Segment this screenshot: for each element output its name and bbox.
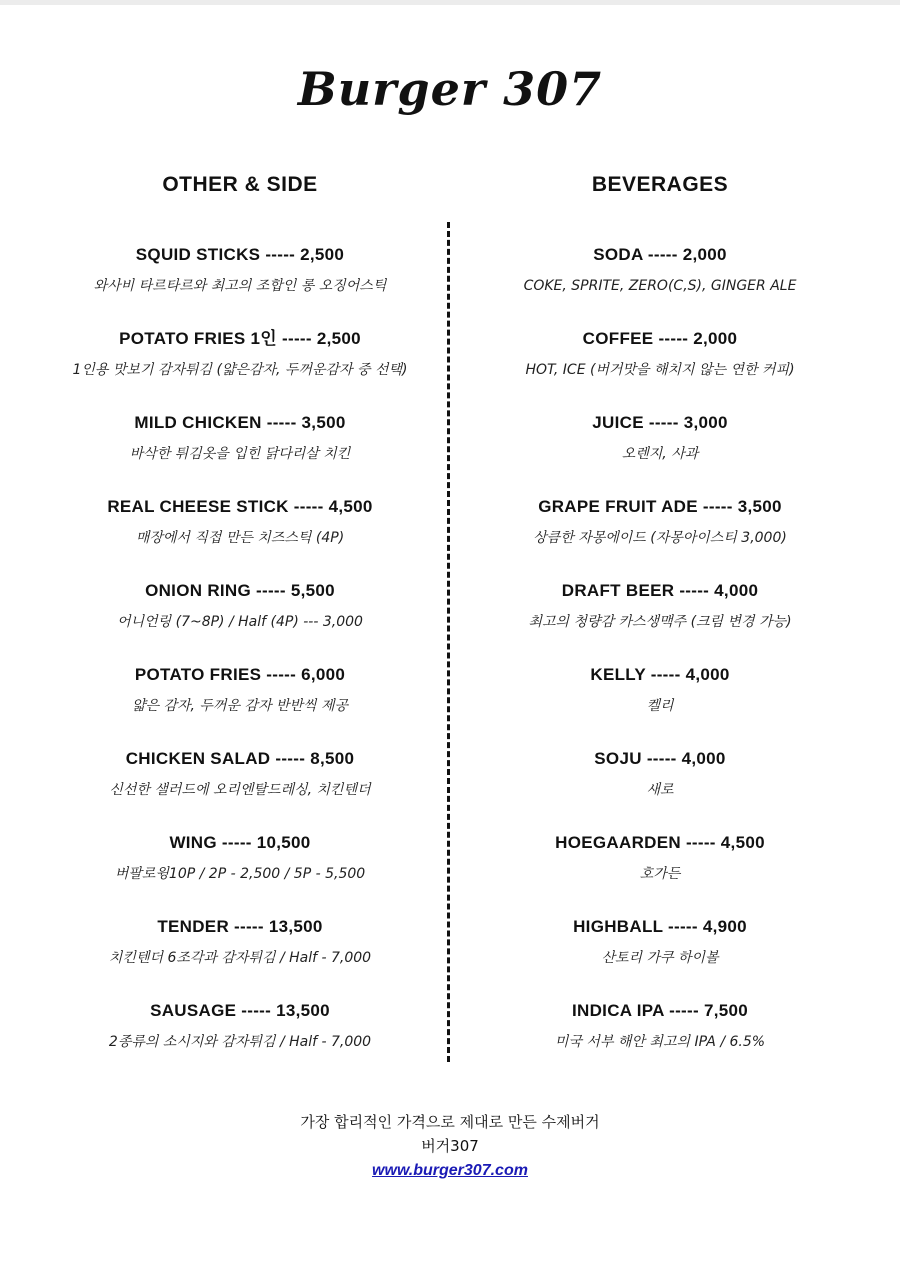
menu-item-squid-sticks	[30, 244, 450, 328]
item-name: POTATO FRIES ----- 6,000	[134, 665, 346, 684]
item-description: 오렌지, 사과	[621, 446, 699, 462]
footer-brand-name: 버거307	[421, 1137, 479, 1155]
beverages-column	[450, 170, 870, 1084]
item-description: COKE, SPRITE, ZERO(C,S), GINGER ALE	[523, 278, 797, 294]
item-description: 바삭한 튀김옷을 입힌 닭다리살 치킨	[129, 446, 351, 462]
menu-item-hoegaarden	[450, 832, 870, 916]
menu-item-draft-beer	[450, 580, 870, 664]
item-description: 버팔로윙10P / 2P - 2,500 / 5P - 5,500	[114, 866, 366, 882]
item-description: 호가든	[639, 866, 681, 882]
menu-item-tender	[30, 916, 450, 1000]
menu-item-kelly	[450, 664, 870, 748]
item-description: 켈리	[646, 698, 674, 714]
item-name: KELLY ----- 4,000	[590, 665, 730, 684]
item-description: 치킨텐더 6조각과 감자튀김 / Half - 7,000	[108, 950, 372, 966]
item-name: MILD CHICKEN ----- 3,500	[134, 413, 346, 432]
menu-item-potato-fries-single	[30, 328, 450, 412]
item-name: SQUID STICKS ----- 2,500	[135, 245, 345, 264]
menu-item-wing	[30, 832, 450, 916]
item-name: DRAFT BEER ----- 4,000	[561, 581, 759, 600]
other-side-column	[30, 170, 450, 1084]
item-description: 상큼한 자몽에이드 (자몽아이스티 3,000)	[533, 530, 787, 546]
item-name: HOEGAARDEN ----- 4,500	[555, 833, 765, 852]
item-name: JUICE ----- 3,000	[592, 413, 728, 432]
item-description: 신선한 샐러드에 오리엔탈드레싱, 치킨텐더	[109, 782, 371, 798]
item-description: 최고의 청량감 카스생맥주 (크림 변경 가능)	[528, 614, 792, 630]
item-description: 산토리 가쿠 하이볼	[601, 950, 719, 966]
item-name: ONION RING ----- 5,500	[145, 581, 335, 600]
menu-item-sausage	[30, 1000, 450, 1084]
footer	[0, 1110, 900, 1183]
other-side-heading: OTHER & SIDE	[162, 173, 318, 196]
menu-item-juice	[450, 412, 870, 496]
item-name: COFFEE ----- 2,000	[582, 329, 738, 348]
beverages-heading: BEVERAGES	[591, 173, 729, 196]
menu-item-soju	[450, 748, 870, 832]
item-description: 매장에서 직접 만든 치즈스틱 (4P)	[135, 530, 345, 546]
other-side-list	[30, 244, 450, 1084]
item-name: GRAPE FRUIT ADE ----- 3,500	[538, 497, 782, 516]
item-name: INDICA IPA ----- 7,500	[572, 1001, 748, 1020]
menu-item-coffee	[450, 328, 870, 412]
brand-logo: Burger 307	[297, 62, 603, 116]
menu-item-soda	[450, 244, 870, 328]
menu-item-chicken-salad	[30, 748, 450, 832]
item-name: HIGHBALL ----- 4,900	[573, 917, 747, 936]
menu-item-highball	[450, 916, 870, 1000]
item-description: HOT, ICE (버거맛을 해치지 않는 연한 커피)	[525, 362, 795, 378]
footer-tagline: 가장 합리적인 가격으로 제대로 만든 수제버거	[300, 1113, 600, 1131]
item-description: 얇은 감자, 두꺼운 감자 반반씩 제공	[131, 698, 349, 714]
item-description: 새로	[646, 782, 674, 798]
item-description: 미국 서부 해안 최고의 IPA / 6.5%	[554, 1034, 766, 1050]
item-name: POTATO FRIES 1인 ----- 2,500	[119, 329, 361, 348]
top-border	[0, 0, 900, 5]
menu-item-grape-fruit-ade	[450, 496, 870, 580]
item-name: WING ----- 10,500	[169, 833, 311, 852]
menu-item-mild-chicken	[30, 412, 450, 496]
item-name: CHICKEN SALAD ----- 8,500	[125, 749, 355, 768]
menu-item-potato-fries	[30, 664, 450, 748]
beverages-list	[450, 244, 870, 1084]
item-name: TENDER ----- 13,500	[157, 917, 323, 936]
menu-item-real-cheese-stick	[30, 496, 450, 580]
item-name: SOJU ----- 4,000	[594, 749, 726, 768]
item-description: 2종류의 소시지와 감자튀김 / Half - 7,000	[108, 1034, 372, 1050]
item-name: SODA ----- 2,000	[593, 245, 727, 264]
website-link[interactable]: www.burger307.com	[372, 1162, 528, 1179]
item-name: SAUSAGE ----- 13,500	[150, 1001, 330, 1020]
item-description: 와사비 타르타르와 최고의 조합인 롱 오징어스틱	[93, 278, 387, 294]
item-description: 어니언링 (7~8P) / Half (4P) --- 3,000	[117, 614, 363, 630]
menu-item-indica-ipa	[450, 1000, 870, 1084]
item-description: 1인용 맛보기 감자튀김 (얇은감자, 두꺼운감자 중 선택)	[72, 362, 408, 378]
item-name: REAL CHEESE STICK ----- 4,500	[107, 497, 373, 516]
menu-item-onion-ring	[30, 580, 450, 664]
